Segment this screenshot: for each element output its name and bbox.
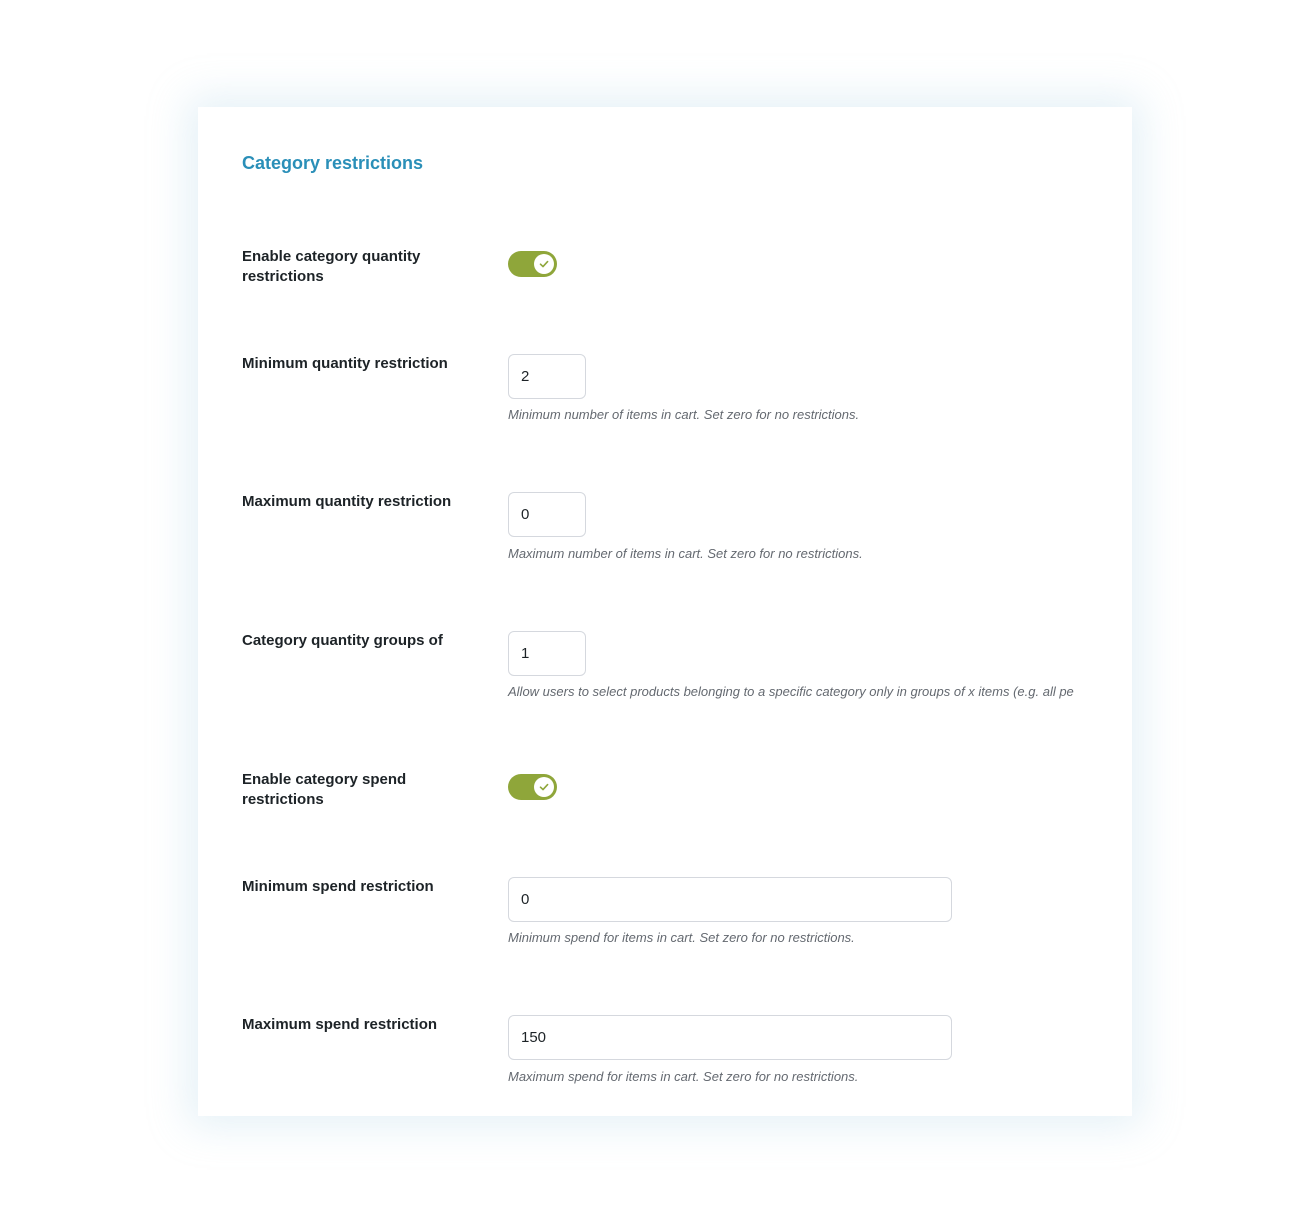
max-spend-label: Maximum spend restriction: [242, 1016, 438, 1033]
setting-row-enable-quantity: [198, 247, 1132, 285]
toggle-knob: [534, 777, 554, 797]
min-spend-label: Minimum spend restriction: [242, 878, 434, 895]
section-title: Category restrictions: [242, 153, 424, 173]
max-quantity-label: Maximum quantity restriction: [242, 493, 452, 510]
min-quantity-help: Minimum number of items in cart. Set zero for no restrictions.: [508, 407, 860, 422]
setting-row-enable-spend: [198, 770, 1132, 808]
enable-spend-label: Enable category spend restrictions: [242, 771, 407, 808]
settings-panel: [198, 107, 1132, 1116]
max-spend-input[interactable]: [508, 1015, 952, 1060]
max-quantity-input[interactable]: [508, 492, 586, 537]
max-spend-help: Maximum spend for items in cart. Set zero for no restrictions.: [508, 1069, 859, 1084]
checkmark-icon: [539, 782, 549, 792]
enable-spend-toggle[interactable]: [508, 774, 557, 800]
max-quantity-help: Maximum number of items in cart. Set zero for no restrictions.: [508, 546, 863, 561]
min-quantity-input[interactable]: [508, 354, 586, 399]
enable-quantity-label: Enable category quantity restrictions: [242, 248, 421, 285]
min-quantity-label: Minimum quantity restriction: [242, 355, 448, 372]
groups-of-label: Category quantity groups of: [242, 632, 443, 649]
toggle-knob: [534, 254, 554, 274]
min-spend-help: Minimum spend for items in cart. Set zero for no restrictions.: [508, 930, 855, 945]
checkmark-icon: [539, 259, 549, 269]
groups-of-input[interactable]: [508, 631, 586, 676]
min-spend-input[interactable]: [508, 877, 952, 922]
enable-quantity-toggle[interactable]: [508, 251, 557, 277]
groups-of-help: Allow users to select products belonging to a specific category only in groups of x items (e.g. all pe: [508, 684, 1074, 699]
